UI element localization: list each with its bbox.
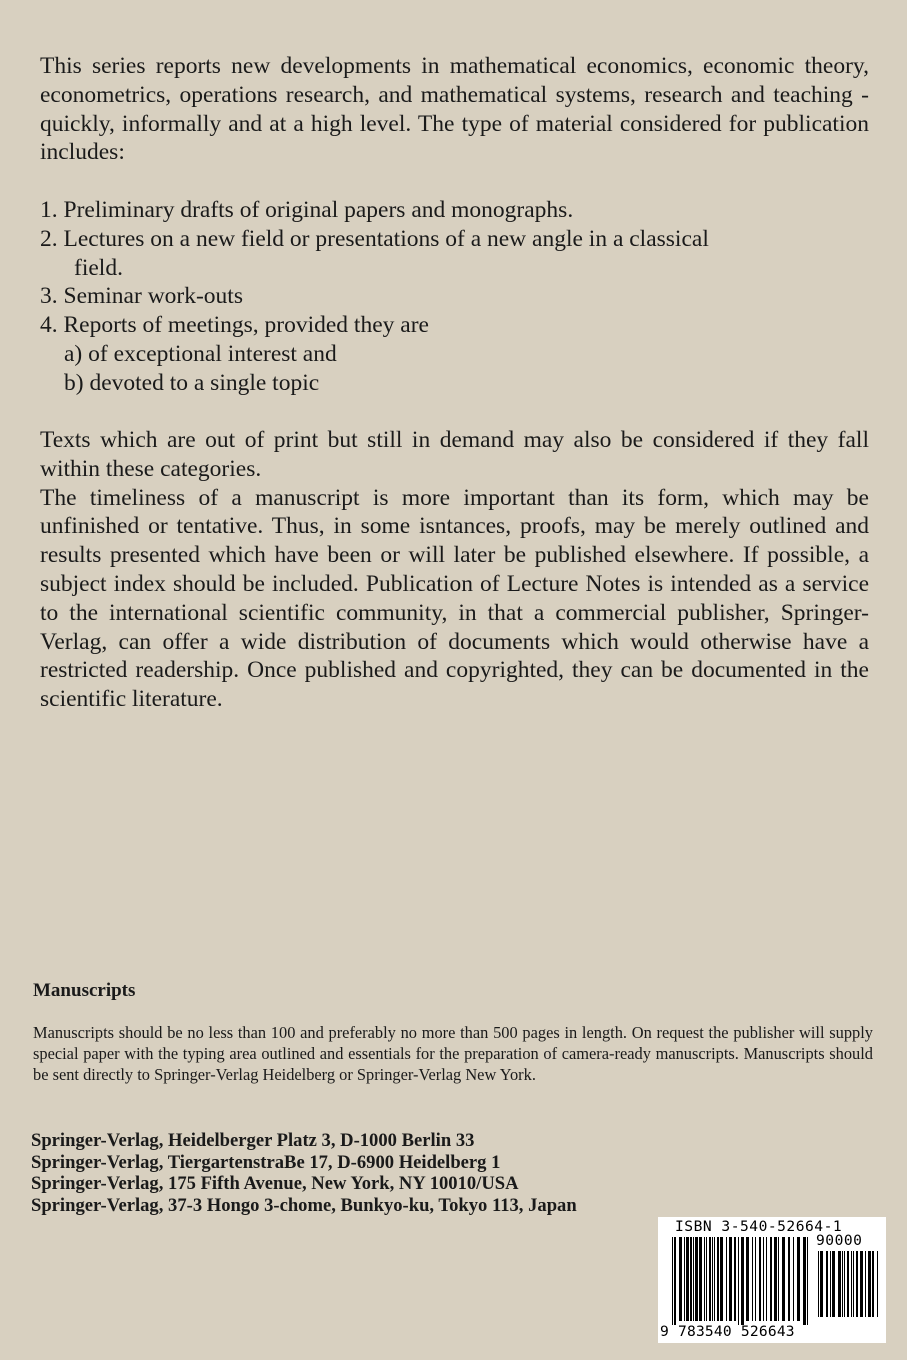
barcode-bar — [693, 1237, 694, 1321]
barcode-bar — [759, 1237, 761, 1321]
addon-digits: 90000 — [816, 1232, 863, 1249]
barcode-bar — [860, 1251, 863, 1317]
barcode-bar — [853, 1251, 854, 1317]
barcode-bar — [672, 1237, 673, 1325]
address-line: Springer-Verlag, TiergartenstraBe 17, D-6900 Heidelberg 1 — [31, 1151, 501, 1173]
barcode-bar — [699, 1237, 702, 1321]
barcode-bar — [842, 1251, 843, 1317]
isbn-label: ISBN 3-540-52664-1 — [675, 1218, 843, 1235]
barcode-bar — [714, 1237, 715, 1321]
barcode-bar — [818, 1251, 819, 1317]
barcode-bar — [690, 1237, 692, 1321]
ean-digits: 9 783540 526643 — [660, 1323, 795, 1340]
barcode-bar — [788, 1237, 790, 1321]
barcode-bar — [778, 1237, 779, 1321]
barcode-bar — [872, 1251, 874, 1317]
barcode-bar — [674, 1237, 676, 1325]
barcode-bar — [877, 1251, 878, 1317]
barcode-bar — [830, 1251, 831, 1317]
address-line: Springer-Verlag, 175 Fifth Avenue, New York, NY 10010/USA — [31, 1173, 519, 1194]
barcode-bar — [820, 1251, 823, 1317]
isbn-barcode — [658, 1217, 886, 1343]
manuscripts-body: Manuscripts should be no less than 100 and preferably no more than 500 pages in length. On request the publisher will supply special paper with the typing area outlined and essentials for the preparation of camera-ready manuscripts. Manuscripts should be sent directly to Springer-Verlag Heidelberg or Springer-Verlag New York. — [33, 1023, 873, 1084]
list-item: 1. Preliminary drafts of original papers and monographs. — [40, 197, 574, 223]
address-line: Springer-Verlag, Heidelberger Platz 3, D-1000 Berlin 33 — [31, 1130, 475, 1151]
barcode-bar — [695, 1237, 698, 1321]
barcode-bar — [729, 1237, 732, 1321]
list-subitem: b) devoted to a single topic — [64, 369, 320, 396]
barcode-bar — [741, 1237, 744, 1325]
barcode-bar — [770, 1237, 772, 1321]
barcode-bar — [793, 1237, 794, 1321]
manuscripts-heading: Manuscripts — [33, 980, 136, 1001]
barcode-bar — [709, 1237, 711, 1321]
barcode-bar — [807, 1237, 808, 1325]
barcode-bar — [856, 1251, 858, 1317]
barcode-bar — [734, 1237, 736, 1321]
barcode-bar — [720, 1237, 723, 1321]
barcode-bar — [684, 1237, 685, 1321]
material-list — [40, 196, 820, 398]
list-item: 4. Reports of meetings, provided they are — [40, 312, 429, 339]
barcode-bar — [797, 1237, 800, 1321]
list-item-continuation: field. — [74, 254, 123, 281]
intro-paragraph: This series reports new developments in mathematical economics, economic theory, econometrics, operations research, and mathematical systems, research and teaching - quickly, informally and at a high level. The type of material considered for publication includes: — [40, 53, 869, 166]
barcode-bar — [826, 1251, 828, 1317]
barcode-bar — [832, 1251, 835, 1317]
barcode-bar — [774, 1237, 777, 1321]
barcode-bar — [865, 1251, 866, 1317]
barcode-bar — [782, 1237, 785, 1321]
address-line: Springer-Verlag, 37-3 Hongo 3-chome, Bunkyo-ku, Tokyo 113, Japan — [31, 1194, 577, 1216]
barcode-bar — [868, 1251, 871, 1317]
barcode-bar — [755, 1237, 756, 1321]
barcode-bar — [838, 1251, 841, 1317]
barcode-bar — [712, 1237, 713, 1321]
barcode-bar — [726, 1237, 727, 1321]
barcode-bar — [847, 1251, 849, 1317]
barcode-bar — [851, 1251, 852, 1317]
barcode-bar — [679, 1237, 682, 1321]
paragraph-timeliness: The timeliness of a manuscript is more important than its form, which may be unfinished or tentative. Thus, in some isntances, proofs, may be merely outlined and results presented which have been or will later be published elsewhere. If possible, a subject index should be included. Publication of Lecture Notes is intended as a service to the international scientific community, in that a commercial publisher, Springer-Verlag, can offer a wide distribution of documents which would otherwise have a restricted readership. Once published and copyrighted, they can be documented in the scientific literature. — [40, 484, 869, 713]
barcode-bar — [803, 1237, 806, 1325]
barcode-bar — [844, 1251, 845, 1317]
barcode-bar — [686, 1237, 689, 1321]
publisher-addresses — [31, 1130, 671, 1216]
paragraph-out-of-print: Texts which are out of print but still in demand may also be considered if they fall within these categories. — [40, 427, 869, 482]
barcode-bar — [766, 1237, 767, 1321]
barcode-bar — [763, 1237, 764, 1321]
barcode-bar — [706, 1237, 707, 1321]
list-subitem: a) of exceptional interest and — [64, 340, 337, 367]
barcode-bar — [752, 1237, 753, 1321]
barcode-bar — [746, 1237, 749, 1321]
barcode-bar — [704, 1237, 705, 1321]
barcode-bar — [738, 1237, 739, 1325]
body-text — [40, 426, 869, 714]
list-item: 2. Lectures on a new field or presentations of a new angle in a classical — [40, 225, 709, 252]
barcode-bar — [717, 1237, 719, 1321]
list-item: 3. Seminar work-outs — [40, 283, 243, 310]
